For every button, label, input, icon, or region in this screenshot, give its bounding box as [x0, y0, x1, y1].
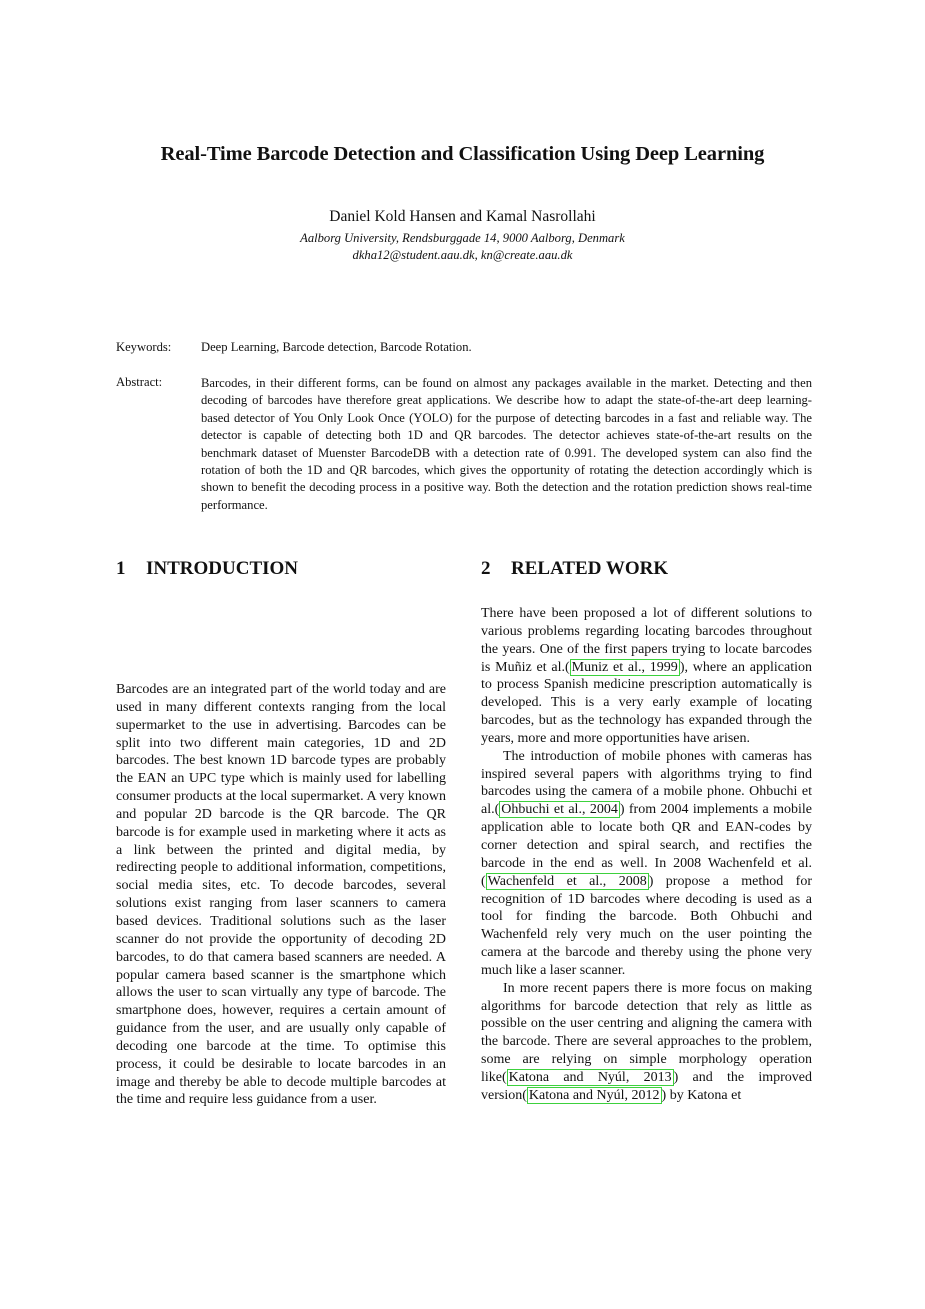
abstract-label: Abstract:: [116, 375, 163, 389]
related-paragraph-1: [481, 605, 812, 748]
text-run: ), where an application to process Spanish medicine prescription automatically is developed. This is a very early example of locating barcodes, but as the technology has expanded through the years, more and more opportunities have arisen.: [481, 659, 812, 746]
keywords-label: Keywords:: [116, 340, 172, 354]
paper-title: Real-Time Barcode Detection and Classification Using Deep Learning: [160, 143, 765, 165]
text-run: In more recent papers there is more focus on making algorithms for barcode detection that rely as little as possible on the user centring and aligning the camera with the barcode. There are several approaches to the problem, some are relying on simple morphology operation like(: [481, 980, 812, 1085]
abstract-text: Barcodes, in their different forms, can be found on almost any packages available in the market. Detecting and then decoding of barcodes have therefore great applications. We describe how to adapt the state-of-the-art deep learning-based detector of You Only Look Once (YOLO) for the purpose of detecting barcodes in a fast and reliable way. The detector is capable of detecting both 1D and QR barcodes. The detector achieves state-of-the-art results on the benchmark dataset of Muenster BarcodeDB with a detection rate of 0.991. The developed system can also find the rotation of both the 1D and QR barcodes, which gives the opportunity of rotating the detection accordingly which is shown to benefit the decoding process in a positive way. Both the detection and the rotation prediction shows real-time performance.: [201, 376, 812, 512]
text-run: ) and the improved version(: [481, 1069, 812, 1103]
text-run: The introduction of mobile phones with cameras has inspired several papers with algorithms trying to find barcodes using the camera of a mobile phone. Ohbuchi et al.(: [481, 748, 812, 818]
paper-authors: Daniel Kold Hansen and Kamal Nasrollahi: [329, 208, 596, 225]
citation-link[interactable]: Wachenfeld et al., 2008: [487, 873, 647, 889]
citation-link[interactable]: Muniz et al., 1999: [571, 659, 678, 675]
citation-link[interactable]: Ohbuchi et al., 2004: [501, 802, 618, 818]
author-emails: dkha12@student.aau.dk, kn@create.aau.dk: [352, 248, 573, 262]
related-paragraph-3: [481, 980, 812, 1105]
keywords-text: Deep Learning, Barcode detection, Barcode Rotation.: [201, 340, 472, 354]
section-number: 1: [116, 558, 126, 579]
section-number: 2: [481, 558, 491, 579]
section-title: INTRODUCTION: [146, 558, 299, 579]
related-work-column: [481, 605, 812, 1105]
section-heading-related-work: [481, 558, 668, 580]
author-affiliation: Aalborg University, Rendsburggade 14, 9000 Aalborg, Denmark: [300, 231, 625, 245]
section-heading-introduction: [116, 558, 298, 580]
citation-link[interactable]: Katona and Nyúl, 2012: [528, 1087, 660, 1103]
section-title: RELATED WORK: [511, 558, 669, 579]
introduction-column: [116, 681, 446, 1109]
related-paragraph-2: [481, 748, 812, 980]
text-run: ) from 2004 implements a mobile application able to locate both QR and EAN-codes by corner detection and spiral search, and rectifies the barcode in the end as well. In 2008 Wachenfeld et al.(: [481, 802, 813, 889]
text-run: ) propose a method for recognition of 1D barcodes where decoding is used as a tool for finding the barcode. Both Ohbuchi and Wachenfeld rely very much on the user pointing the camera at the barcode and thereby using the phone very much like a laser scanner.: [481, 873, 812, 978]
citation-link[interactable]: Katona and Nyúl, 2013: [508, 1069, 672, 1085]
introduction-paragraph: Barcodes are an integrated part of the world today and are used in many different contexts ranging from the local supermarket to the use in advertising. Barcodes can be split into two different main categories, 1D and 2D barcodes. The best known 1D barcode types are probably the EAN an UPC type which is mainly used for labelling consumer products at the local supermarket. A very known and popular 2D barcode is the QR barcode. The QR barcode is for example used in marketing where it acts as a link between the printed and digital media, by redirecting people to additional information, competitions, social media sites, etc. To decode barcodes, several solutions exist ranging from laser scanners to camera based devices. Traditional solutions such as the laser scanner do not provide the opportunity of decoding 2D barcodes, to do that camera based scanners are needed. A popular camera based scanner is the smartphone which allows the user to scan virtually any type of barcode. The smartphone does, however, requires a certain amount of guidance from the user, and are usually only capable of decoding one barcode at the time. To optimise this process, it could be desirable to locate barcodes in an image and thereby be able to decode multiple barcodes at the time and require less guidance from a user.: [116, 682, 446, 1108]
text-run: ) by Katona et: [661, 1087, 742, 1103]
text-run: There have been proposed a lot of different solutions to various problems regarding locating barcodes throughout the years. One of the first papers trying to locate barcodes is Muñiz et al.(: [481, 606, 812, 675]
